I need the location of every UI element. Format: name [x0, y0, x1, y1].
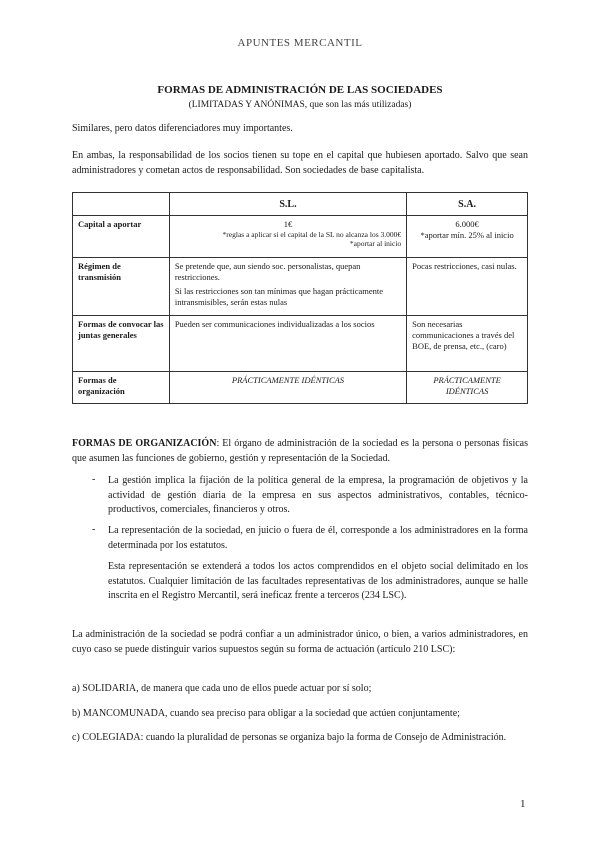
document-subtitle: (LIMITADAS Y ANÓNIMAS, que son las más utilizadas)	[188, 100, 412, 110]
row-label-capital: Capital a aportar	[73, 216, 170, 258]
column-header-sl: S.L.	[169, 193, 406, 216]
sl-capital-note-2: *aportar al inicio	[349, 239, 402, 248]
option-colegiada: c) COLEGIADA: cuando la pluralidad de personas se organiza bajo la forma de Consejo de Administración.	[72, 732, 507, 743]
organization-paragraph	[72, 437, 528, 466]
sl-transmision-text-1: Se pretende que, aun siendo soc. personalistas, quepan restricciones.	[174, 261, 361, 282]
cell-sl-organizacion: PRÁCTICAMENTE IDÉNTICAS	[169, 372, 406, 404]
row-label-transmision: Régimen de transmisión	[73, 258, 170, 316]
cell-sa-transmision: Pocas restricciones, casi nulas.	[407, 258, 528, 316]
sa-capital-note: *aportar mín. 25% al inicio	[420, 230, 514, 240]
option-solidaria: a) SOLIDARIA, de manera que cada uno de ellos puede actuar por sí solo;	[72, 683, 372, 694]
cell-sl-capital	[169, 216, 406, 258]
column-header-sa: S.A.	[407, 193, 528, 216]
table-row	[73, 316, 528, 372]
page-number: 1	[520, 798, 526, 810]
administration-paragraph: La administración de la sociedad se podrá confiar a un administrador único, o bien, a varios administradores, en cuyo caso se puede distinguir varios supuestos según su forma de actuación (artículo 210 LSC):	[72, 629, 528, 655]
bullet-gestion: La gestión implica la fijación de la política general de la empresa, la programación de objetivos y la actividad de gestión diaria de la empresa en sus aspectos administrativos, contables, técnico-productivos, comerciales, financieros y otros.	[108, 475, 528, 515]
row-label-juntas: Formas de convocar las juntas generales	[73, 316, 170, 372]
row-label-organizacion: Formas de organización	[73, 372, 170, 404]
sa-capital-amount: 6.000€	[455, 219, 479, 229]
intro-paragraph-1: Similares, pero datos diferenciadores muy importantes.	[72, 123, 293, 134]
cell-sl-juntas: Pueden ser communicaciones individualizadas a los socios	[169, 316, 406, 372]
sl-capital-amount: 1€	[283, 219, 293, 229]
page-header: APUNTES MERCANTIL	[237, 37, 363, 49]
option-mancomunada: b) MANCOMUNADA, cuando sea preciso para obligar a la sociedad que actúen conjuntamente;	[72, 708, 460, 719]
table-row	[73, 216, 528, 258]
table-row	[73, 258, 528, 316]
organization-text: : El órgano de administración de la sociedad es la persona o personas físicas que asumen las funciones de gobierno, gestión y representación de la Sociedad.	[72, 438, 528, 464]
document-title: FORMAS DE ADMINISTRACIÓN DE LAS SOCIEDADES	[157, 84, 443, 96]
cell-sa-capital	[407, 216, 528, 258]
table-header-row	[73, 193, 528, 216]
sl-capital-note-1: *reglas a aplicar si el capital de la SL no alcanza los 3.000€	[222, 230, 402, 239]
bullet-representacion: La representación de la sociedad, en juicio o fuera de él, corresponde a los administradores en la forma determinada por los estatutos.	[108, 525, 528, 551]
comparison-table	[72, 192, 528, 404]
organization-heading: FORMAS DE ORGANIZACIÓN	[72, 438, 217, 449]
table-corner-cell	[73, 193, 170, 216]
cell-sa-organizacion: PRÁCTICAMENTE IDÉNTICAS	[407, 372, 528, 404]
intro-paragraph-2: En ambas, la responsabilidad de los socios tienen su tope en el capital que hubiesen aportado. Salvo que sean administradores y cometan actos de responsabilidad. Son sociedades de base capitalista.	[72, 150, 528, 176]
cell-sl-transmision	[169, 258, 406, 316]
sl-transmision-text-2: Si las restricciones son tan mínimas que hagan prácticamente intransmisibles, serán estas nulas	[174, 286, 384, 307]
representacion-continuation: Esta representación se extenderá a todos los actos comprendidos en el objeto social delimitado en los estatutos. Cualquier limitación de las facultades representativas de los administradores, aunque se halle inscrita en el Registro Mercantil, será ineficaz frente a terceros (234 LSC).	[108, 561, 528, 601]
bullet-marker: -	[92, 474, 96, 485]
cell-sa-juntas: Son necesarias communicaciones a través del BOE, de prensa, etc., (caro)	[407, 316, 528, 372]
bullet-marker: -	[92, 524, 96, 535]
table-row	[73, 372, 528, 404]
